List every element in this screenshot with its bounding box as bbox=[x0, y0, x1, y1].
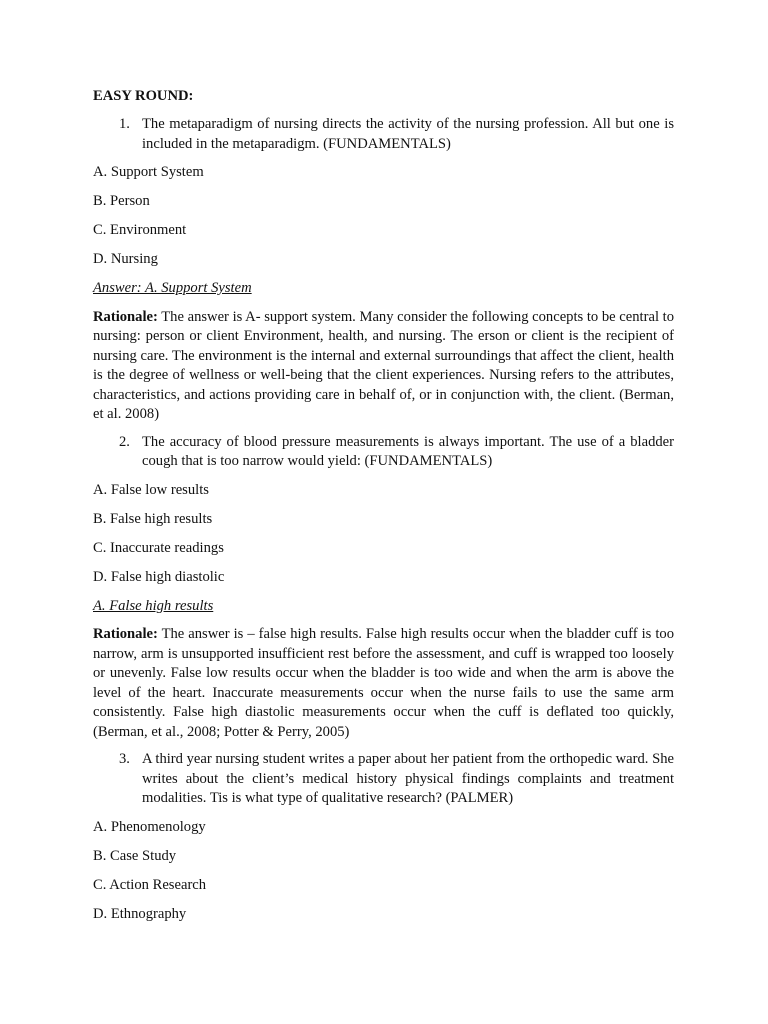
option-b: B. Person bbox=[93, 193, 150, 209]
rationale bbox=[93, 625, 674, 742]
question-2 bbox=[93, 433, 674, 472]
answer-line: Answer: A. Support System bbox=[93, 280, 252, 296]
option-b: B. Case Study bbox=[93, 847, 177, 864]
section-heading: EASY ROUND: bbox=[93, 88, 194, 104]
question-text: The metaparadigm of nursing directs the activity of the nursing profession. All but one is included in the metaparadigm. (FUNDAMENTALS) bbox=[142, 116, 674, 152]
question-number: 2. bbox=[119, 433, 130, 450]
option-a: A. Support System bbox=[93, 164, 204, 180]
question-number: 1. bbox=[119, 116, 130, 132]
option-d: D. Nursing bbox=[93, 251, 158, 267]
question-text: The accuracy of blood pressure measurements is always important. The use of a bladder cough that is too narrow would yield: (FUNDAMENTALS) bbox=[142, 433, 674, 469]
option-d: D. Ethnography bbox=[93, 905, 187, 922]
rationale-label: Rationale: bbox=[93, 308, 158, 325]
option-c: C. Inaccurate readings bbox=[93, 539, 224, 556]
option-c: C. Environment bbox=[93, 222, 187, 238]
option-c: C. Action Research bbox=[93, 876, 207, 893]
option-a: A. False low results bbox=[93, 481, 209, 498]
rationale-label: Rationale: bbox=[93, 626, 158, 642]
question-number: 3. bbox=[119, 751, 130, 767]
option-a: A. Phenomenology bbox=[93, 818, 206, 835]
question-1 bbox=[93, 115, 674, 154]
question-3 bbox=[93, 750, 674, 809]
option-b: B. False high results bbox=[93, 510, 213, 527]
rationale-text: The answer is A- support system. Many consider the following concepts to be central to nursing: person or client Environment, health, and nursing. The erson or client is the recipient of nursing care. The environment is the internal and external surroundings that affect the client, health is the degree of wellness or well-being that the client experiences. Nursing refers to the attributes, characteristics, and actions providing care in behalf of, or in conjunction with, the client. (Berman, et al. 2008) bbox=[93, 308, 674, 422]
document-page bbox=[93, 87, 674, 934]
rationale-text: The answer is – false high results. False high results occur when the bladder cuff is too narrow, arm is unsupported insufficient rest before the assessment, and cuff is wrapped too loosely or unevenly. False low results occur when the bladder is too wide and when the arm is above the level of the heart. Inaccurate measurements occur when the nurse fails to use the same arm consistently. False high diastolic measurements occur when the cuff is deflated too quickly, (Berman, et al., 2008; Potter & Perry, 2005) bbox=[93, 626, 674, 740]
rationale bbox=[93, 308, 674, 425]
option-d: D. False high diastolic bbox=[93, 568, 225, 585]
question-text: A third year nursing student writes a paper about her patient from the orthopedic ward. She writes about the client’s medical history physical findings complaints and treatment modalities. Tis is what type of qualitative research? (PALMER) bbox=[142, 751, 674, 806]
answer-line: A. False high results bbox=[93, 597, 214, 614]
